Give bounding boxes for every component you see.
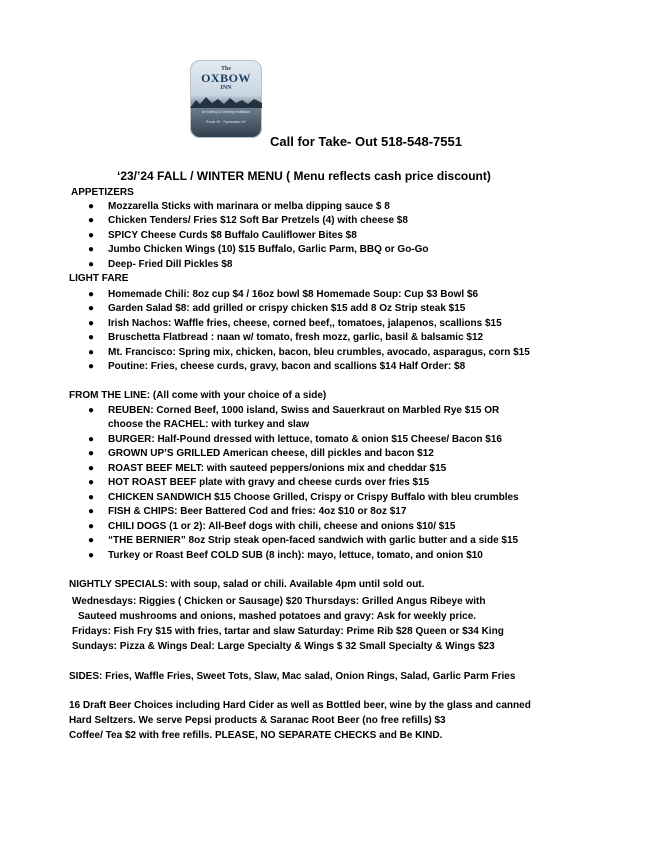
bullet: ● [88, 259, 95, 270]
nightly-special-line: Wednesdays: Riggies ( Chicken or Sausage) $20 Thursdays: Grilled Angus Ribeye with [72, 596, 486, 607]
coffee-policy-line: Coffee/ Tea $2 with free refills. PLEASE, NO SEPARATE CHECKS and Be KIND. [69, 730, 443, 741]
appetizer-item: Mozzarella Sticks with marinara or melba dipping sauce $ 8 [108, 201, 390, 212]
from-the-line-item: ROAST BEEF MELT: with sauteed peppers/onions mix and cheddar $15 [108, 463, 447, 474]
appetizers-heading: APPETIZERS [71, 187, 134, 198]
sides-line: SIDES: Fries, Waffle Fries, Sweet Tots, Slaw, Mac salad, Onion Rings, Salad, Garlic Parm Fries [69, 671, 516, 682]
logo-tagline: An Eating & Drinking Institution [201, 110, 251, 114]
menu-title: ‘23/’24 FALL / WINTER MENU ( Menu reflects cash price discount) [117, 169, 491, 183]
from-the-line-item: “THE BERNIER” 8oz Strip steak open-faced sandwich with garlic butter and a side $15 [108, 535, 519, 546]
from-the-line-item: CHICKEN SANDWICH $15 Choose Grilled, Crispy or Crispy Buffalo with bleu crumbles [108, 492, 519, 503]
from-the-line-item: HOT ROAST BEEF plate with gravy and cheese curds over fries $15 [108, 477, 430, 488]
logo-address: Route 30 · Speculator NY [206, 120, 246, 124]
bullet: ● [88, 201, 95, 212]
bullet: ● [88, 477, 95, 488]
from-the-line-item: BURGER: Half-Pound dressed with lettuce, tomato & onion $15 Cheese/ Bacon $16 [108, 434, 502, 445]
appetizer-item: Deep- Fried Dill Pickles $8 [108, 259, 233, 270]
from-the-line-item: FISH & CHIPS: Beer Battered Cod and fries: 4oz $10 or 8oz $17 [108, 506, 407, 517]
nightly-specials-heading: NIGHTLY SPECIALS: with soup, salad or chili. Available 4pm until sold out. [69, 579, 425, 590]
bullet: ● [88, 535, 95, 546]
from-the-line-item: CHILI DOGS (1 or 2): All-Beef dogs with chili, cheese and onions $10/ $15 [108, 521, 456, 532]
bullet: ● [88, 361, 95, 372]
light-fare-item: Garden Salad $8: add grilled or crispy chicken $15 add 8 Oz Strip steak $15 [108, 303, 466, 314]
from-the-line-item: REUBEN: Corned Beef, 1000 island, Swiss and Sauerkraut on Marbled Rye $15 OR [108, 405, 500, 416]
bullet: ● [88, 492, 95, 503]
takeout-phone: Call for Take- Out 518-548-7551 [270, 134, 462, 149]
light-fare-item: Irish Nachos: Waffle fries, cheese, corned beef,, tomatoes, jalapenos, scallions $15 [108, 318, 502, 329]
light-fare-item: Bruschetta Flatbread : naan w/ tomato, fresh mozz, garlic, basil & balsamic $12 [108, 332, 484, 343]
light-fare-item: Homemade Chili: 8oz cup $4 / 16oz bowl $8 Homemade Soup: Cup $3 Bowl $6 [108, 289, 479, 300]
logo-the: The [220, 66, 231, 72]
bullet: ● [88, 289, 95, 300]
oxbow-inn-logo [190, 60, 262, 138]
from-the-line-item-continued: choose the RACHEL: with turkey and slaw [108, 419, 310, 430]
bullet: ● [88, 332, 95, 343]
bullet: ● [88, 550, 95, 561]
bullet: ● [88, 506, 95, 517]
light-fare-item: Poutine: Fries, cheese curds, gravy, bacon and scallions $14 Half Order: $8 [108, 361, 466, 372]
nightly-special-line: Sundays: Pizza & Wings Deal: Large Specialty & Wings $ 32 Small Specialty & Wings $23 [72, 641, 495, 652]
appetizer-item: SPICY Cheese Curds $8 Buffalo Cauliflower Bites $8 [108, 230, 357, 241]
light-fare-heading: LIGHT FARE [69, 273, 129, 284]
appetizer-item: Chicken Tenders/ Fries $12 Soft Bar Pretzels (4) with cheese $8 [108, 215, 408, 226]
bullet: ● [88, 463, 95, 474]
bullet: ● [88, 448, 95, 459]
bullet: ● [88, 244, 95, 255]
bullet: ● [88, 215, 95, 226]
logo-name: OXBOW [201, 71, 251, 85]
light-fare-item: Mt. Francisco: Spring mix, chicken, bacon, bleu crumbles, avocado, asparagus, corn $15 [108, 347, 530, 358]
appetizer-item: Jumbo Chicken Wings (10) $15 Buffalo, Garlic Parm, BBQ or Go-Go [108, 244, 429, 255]
logo-inn: INN [220, 85, 232, 91]
from-the-line-item: GROWN UP’S GRILLED American cheese, dill pickles and bacon $12 [108, 448, 434, 459]
bullet: ● [88, 521, 95, 532]
bullet: ● [88, 434, 95, 445]
bullet: ● [88, 405, 95, 416]
drinks-line: 16 Draft Beer Choices including Hard Cider as well as Bottled beer, wine by the glass and canned [69, 700, 531, 711]
logo-trees-graphic [190, 94, 262, 108]
nightly-special-line: Sauteed mushrooms and onions, mashed potatoes and gravy: Ask for weekly price. [78, 611, 477, 622]
bullet: ● [88, 303, 95, 314]
drinks-line: Hard Seltzers. We serve Pepsi products & Saranac Root Beer (no free refills) $3 [69, 715, 446, 726]
from-the-line-item: Turkey or Roast Beef COLD SUB (8 inch): mayo, lettuce, tomato, and onion $10 [108, 550, 483, 561]
from-the-line-heading: FROM THE LINE: (All come with your choice of a side) [69, 390, 327, 401]
nightly-special-line: Fridays: Fish Fry $15 with fries, tartar and slaw Saturday: Prime Rib $28 Queen or $34 King [72, 626, 504, 637]
bullet: ● [88, 318, 95, 329]
bullet: ● [88, 347, 95, 358]
bullet: ● [88, 230, 95, 241]
